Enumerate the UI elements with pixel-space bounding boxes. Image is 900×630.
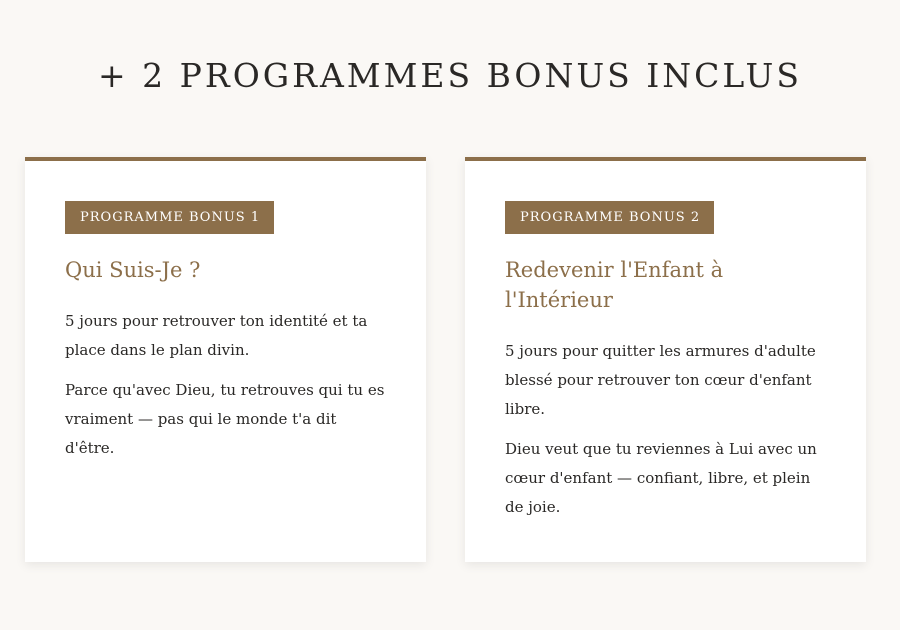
bonus-card-description: Dieu veut que tu reviennes à Lui avec un cœur d'enfant — confiant, libre, et plein de joie. [505,440,817,516]
bonus-card-description: 5 jours pour retrouver ton identité et ta place dans le plan divin. [65,312,368,359]
section-title: + 2 PROGRAMMES BONUS INCLUS [98,56,802,95]
bonus-card-title: Qui Suis-Je ? [65,258,201,282]
bonus-badge: PROGRAMME BONUS 1 [65,201,274,234]
bonus-card-title: Redevenir l'Enfant à l'Intérieur [505,258,724,312]
bonus-card-2 [465,157,866,562]
bonus-card-description: Parce qu'avec Dieu, tu retrouves qui tu es vraiment — pas qui le monde t'a dit d'être. [65,381,385,457]
bonus-badge: PROGRAMME BONUS 2 [505,201,714,234]
bonus-card-description: 5 jours pour quitter les armures d'adulte blessé pour retrouver ton cœur d'enfant libre. [505,342,816,418]
bonus-card-1 [25,157,426,562]
